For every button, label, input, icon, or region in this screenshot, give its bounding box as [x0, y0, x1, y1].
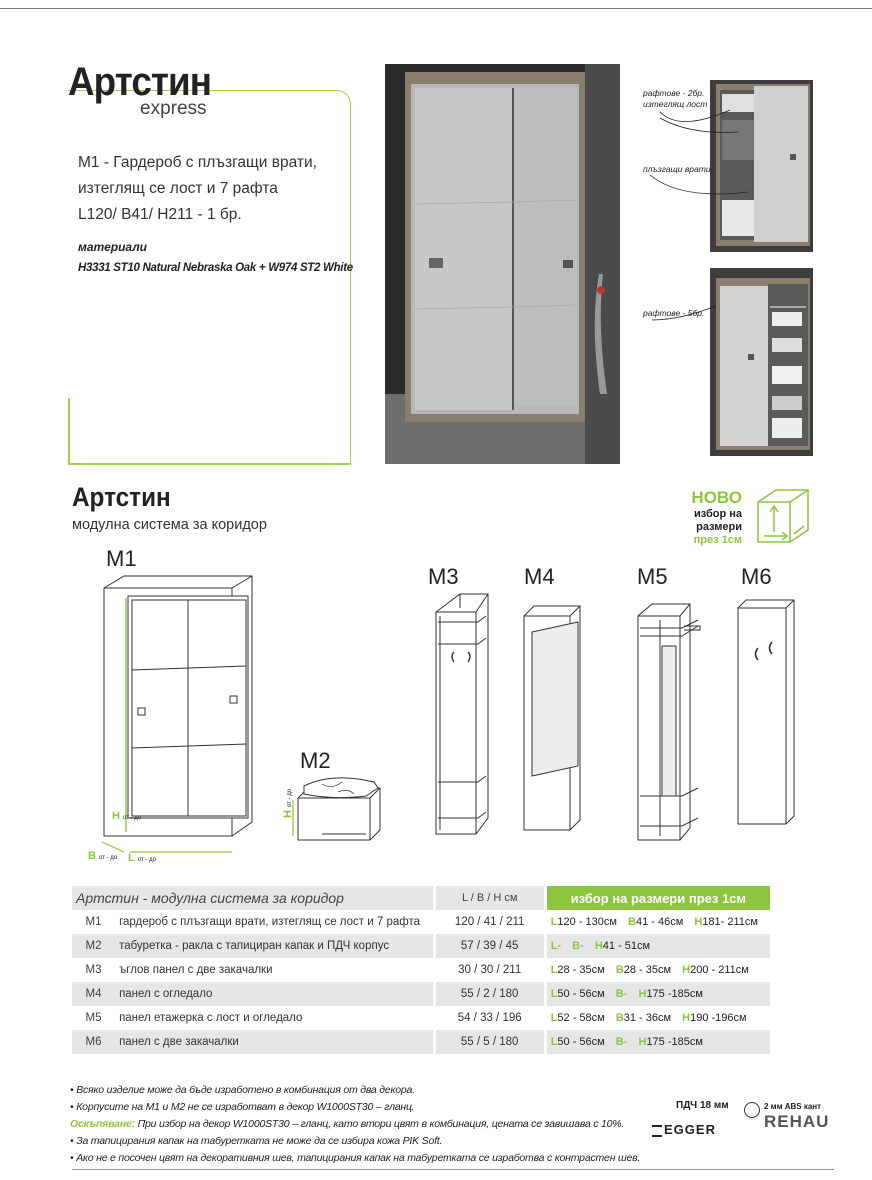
spec-table	[72, 886, 770, 1054]
range-h-letter: H	[694, 916, 703, 928]
header-select: избор на размери през 1см	[545, 886, 770, 910]
cube-resize-icon	[750, 484, 816, 550]
wardrobe-photo	[385, 64, 620, 464]
wardrobe-photo-art	[385, 64, 620, 464]
m1-dim-l-letter: L	[128, 852, 135, 864]
table-row	[72, 1030, 770, 1054]
row-dimensions: 54 / 33 / 196	[434, 1006, 545, 1030]
m1-dim-l-range: от - до	[137, 857, 156, 863]
row-code: М2	[72, 934, 115, 958]
row-dimensions: 55 / 5 / 180	[434, 1030, 545, 1054]
table-row	[72, 958, 770, 982]
row-dimensions: 30 / 30 / 211	[434, 958, 545, 982]
callout-arrows	[640, 80, 750, 340]
row-size-range	[545, 982, 770, 1006]
m1-dim-b	[88, 850, 117, 862]
range-l-value: 120 - 130см	[557, 916, 617, 928]
range-l-value: 28 - 35см	[557, 964, 605, 976]
range-b-letter: B	[615, 964, 624, 976]
row-code: М4	[72, 982, 115, 1006]
range-b-letter: B	[628, 916, 636, 928]
intro-line-1: М1 - Гардероб с плъзгащи врати,	[78, 154, 317, 171]
materials-value: H3331 ST10 Natural Nebraska Oak + W974 ST2 White	[78, 262, 353, 274]
range-b-letter: B	[615, 1036, 624, 1048]
range-h-value: 200 - 211см	[690, 964, 749, 976]
range-h-value: 41 - 51см	[602, 940, 651, 952]
range-l-value: 50 - 56см	[557, 988, 605, 1000]
new-badge-line-2: размери	[696, 521, 742, 533]
row-description: панел етажерка с лост и огледало	[119, 1012, 303, 1024]
table-row	[72, 1006, 770, 1030]
callout-doors: плъзгащи врати	[643, 164, 711, 174]
table-row	[72, 910, 770, 934]
brand-title: Артстин	[68, 60, 212, 104]
m1-dim-h-letter: H	[112, 810, 120, 822]
m1-dim-b-range: от - до	[99, 855, 118, 861]
row-description: табуретка - ракла с тапициран капак и ПДЧ корпус	[115, 934, 434, 958]
notes	[70, 1082, 640, 1167]
note-2: • Корпусите на М1 и М2 не се изработват в декор W1000ST30 – гланц.	[70, 1101, 415, 1113]
range-h-letter: H	[682, 964, 691, 976]
module-label-m3: M3	[428, 564, 459, 589]
range-l-value: -	[557, 940, 562, 952]
row-description: панел с две закачалки	[115, 1030, 434, 1054]
row-size-range	[545, 958, 770, 982]
new-badge-line-3: през 1см	[693, 534, 742, 546]
range-l-letter: L	[550, 940, 558, 952]
section-subtitle: модулна система за коридор	[72, 517, 267, 533]
module-label-m6: M6	[741, 564, 772, 589]
range-l-letter: L	[550, 916, 558, 928]
row-dimensions: 55 / 2 / 180	[434, 982, 545, 1006]
module-m2-drawing	[282, 772, 386, 846]
green-frame-bottom	[68, 463, 350, 465]
range-h-letter: H	[638, 988, 647, 1000]
intro-line-2: изтеглящ се лост и 7 рафта	[78, 180, 278, 197]
module-label-m2: M2	[300, 748, 331, 773]
brand-subtitle: express	[140, 98, 207, 119]
egger-logo-text: EGGER	[664, 1122, 716, 1137]
callout-shelves-bottom: рафтове - 5бр.	[643, 308, 705, 318]
module-label-m5: M5	[637, 564, 668, 589]
range-b-letter: B	[615, 988, 624, 1000]
range-b-letter: B	[615, 1012, 624, 1024]
range-b-value: -	[580, 940, 584, 952]
row-dimensions: 120 / 41 / 211	[434, 910, 545, 934]
top-rule	[0, 8, 872, 9]
range-h-value: 175 -185см	[646, 1036, 703, 1048]
row-dimensions: 57 / 39 / 45	[434, 934, 545, 958]
m1-dim-b-letter: B	[88, 850, 96, 862]
rehau-logo: REHAU	[764, 1112, 830, 1131]
row-description: панел с огледало	[115, 982, 434, 1006]
row-size-range	[545, 1030, 770, 1054]
row-code: М1	[85, 916, 102, 928]
range-l-value: 50 - 56см	[557, 1036, 605, 1048]
range-h-value: 190 -196см	[690, 1012, 747, 1024]
new-badge-line-1: избор на	[693, 508, 742, 520]
rehau-mark-icon	[744, 1102, 760, 1118]
range-b-letter: B	[572, 940, 581, 952]
egger-mark-icon	[652, 1125, 662, 1137]
spec-table-header	[72, 886, 770, 910]
module-m3-drawing	[428, 586, 492, 842]
row-size-range	[545, 1006, 770, 1030]
range-h-value: 181- 211см	[702, 916, 758, 928]
table-row	[72, 934, 770, 958]
range-h-letter: H	[682, 1012, 691, 1024]
m1-dim-l	[128, 852, 156, 864]
module-m5-drawing	[630, 596, 704, 846]
range-b-value: 41 - 46см	[635, 916, 684, 928]
m1-dim-h-range: от - до	[123, 815, 142, 821]
header-name: Артстин - модулна система за коридор	[72, 886, 434, 910]
new-badge-title: НОВО	[691, 488, 742, 507]
row-description: гардероб с плъзгащи врати, изтеглящ се лост и 7 рафта	[119, 916, 420, 928]
module-label-m4: M4	[524, 564, 555, 589]
range-l-letter: L	[550, 964, 558, 976]
m2-dim-h-range: от - до	[287, 788, 293, 807]
row-description: ъглов панел с две закачалки	[119, 964, 273, 976]
module-m4-drawing	[518, 598, 586, 836]
egger-logo	[652, 1122, 716, 1137]
range-b-value: -	[623, 988, 628, 1000]
note-3	[70, 1116, 640, 1133]
header-dims: L / B / H см	[434, 886, 545, 910]
range-l-letter: L	[550, 1036, 558, 1048]
materials-label: материали	[78, 240, 148, 254]
m2-dim-h-letter: H	[282, 810, 294, 818]
row-code: М5	[85, 1012, 102, 1024]
green-frame	[68, 90, 351, 465]
note-3-text: При избор на декор W1000ST30 – гланц, като втори цвят в комбинация, цената се завишава с 10%.	[134, 1118, 625, 1130]
range-h-value: 175 -185см	[646, 988, 703, 1000]
note-3-label: Оскъпяване:	[70, 1118, 135, 1130]
intro-line-3: L120/ B41/ H211 - 1 бр.	[78, 206, 242, 223]
range-h-letter: H	[594, 940, 603, 952]
m1-dim-h	[112, 810, 141, 822]
note-1: • Всяко изделие може да бъде изработено в комбинация от два декора.	[70, 1084, 415, 1096]
range-b-value: -	[623, 1036, 628, 1048]
row-size-range	[545, 934, 770, 958]
callout-rod-text: изтеглящ лост	[643, 99, 708, 109]
intro-text	[78, 150, 317, 228]
pdch-label: ПДЧ 18 мм	[676, 1100, 729, 1111]
range-b-value: 31 - 36см	[623, 1012, 672, 1024]
callout-shelves-top-text: рафтове - 2бр.	[643, 88, 705, 98]
row-code: М3	[85, 964, 102, 976]
row-code: М6	[72, 1030, 115, 1054]
module-label-m1: M1	[106, 546, 137, 571]
range-b-value: 28 - 35см	[623, 964, 672, 976]
range-l-value: 52 - 58см	[557, 1012, 605, 1024]
row-size-range	[545, 910, 770, 934]
new-badge-text	[660, 508, 742, 534]
table-row	[72, 982, 770, 1006]
range-l-letter: L	[550, 988, 558, 1000]
abs-label: 2 мм ABS кант	[764, 1102, 822, 1111]
green-frame-left	[68, 398, 70, 464]
bottom-rule	[72, 1169, 834, 1170]
module-m6-drawing	[732, 592, 798, 830]
note-5: • Ако не е посочен цвят на декоративния шев, тапицирания капак на табуретката се изработва с контрастен шев.	[70, 1152, 641, 1164]
range-l-letter: L	[550, 1012, 558, 1024]
m2-dim-h	[282, 789, 294, 818]
section-title: Артстин	[72, 482, 171, 512]
range-h-letter: H	[638, 1036, 647, 1048]
note-4: • За тапицирания капак на табуретката не може да се избира кожа PIK Soft.	[70, 1135, 443, 1147]
